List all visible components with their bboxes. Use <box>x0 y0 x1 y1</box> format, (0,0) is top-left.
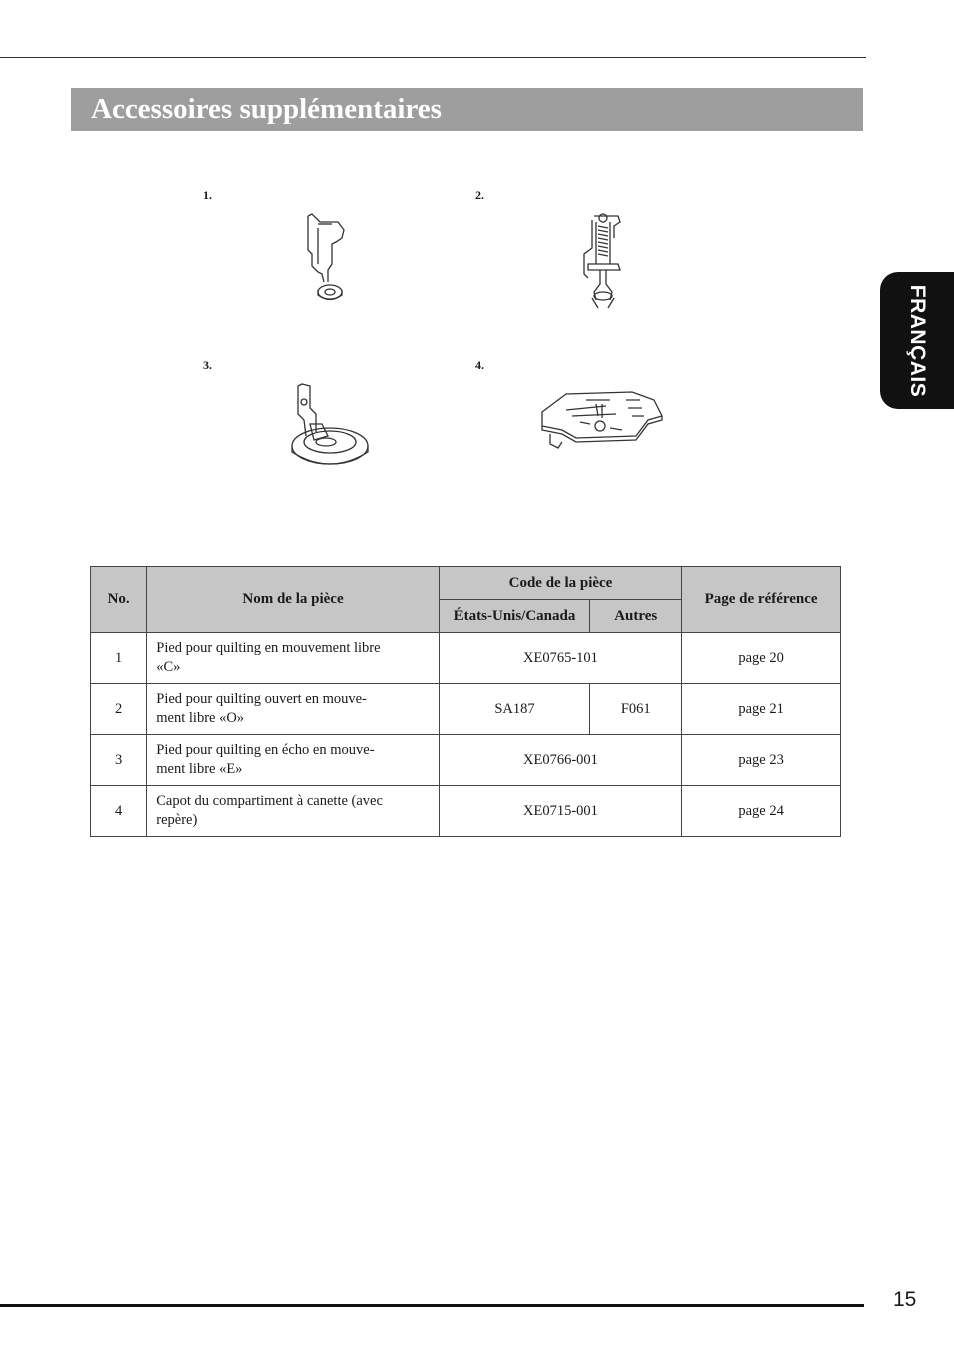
row-name-line1: Pied pour quilting en écho en mouve- <box>156 742 375 758</box>
row-code: XE0715-001 <box>439 786 681 837</box>
figure-1-number: 1. <box>203 188 212 202</box>
header-reference: Page de référence <box>682 567 841 633</box>
parts-table <box>90 566 841 837</box>
row-name-line2: ment libre «E» <box>156 761 243 777</box>
language-tab <box>880 272 954 409</box>
header-no: No. <box>91 567 147 633</box>
row-name <box>147 735 440 786</box>
table-row <box>91 684 841 735</box>
table-row <box>91 735 841 786</box>
row-code-other: F061 <box>590 684 682 735</box>
row-name-line1: Capot du compartiment à canette (avec <box>156 793 383 809</box>
row-no: 4 <box>91 786 147 837</box>
row-name-line1: Pied pour quilting ouvert en mouve- <box>156 691 367 707</box>
header-code-other: Autres <box>590 600 682 633</box>
row-name-line2: repère) <box>156 812 198 828</box>
bobbin-cover-icon <box>536 386 668 458</box>
row-name-line2: «C» <box>156 659 181 675</box>
row-code: XE0766-001 <box>439 735 681 786</box>
figure-3-number: 3. <box>203 358 212 372</box>
row-no: 1 <box>91 633 147 684</box>
row-name <box>147 633 440 684</box>
row-name-line2: ment libre «O» <box>156 710 245 726</box>
row-name <box>147 684 440 735</box>
row-reference: page 24 <box>682 786 841 837</box>
row-code: XE0765-101 <box>439 633 681 684</box>
row-code-us: SA187 <box>439 684 590 735</box>
section-title-bar <box>71 88 863 131</box>
top-rule <box>0 57 866 58</box>
table-row <box>91 633 841 684</box>
language-tab-label: FRANÇAIS <box>906 284 929 397</box>
row-no: 2 <box>91 684 147 735</box>
row-reference: page 21 <box>682 684 841 735</box>
figure-4-number: 4. <box>475 358 484 372</box>
table-row <box>91 786 841 837</box>
header-name: Nom de la pièce <box>147 567 440 633</box>
header-code: Code de la pièce <box>439 567 681 600</box>
bottom-rule <box>0 1304 864 1307</box>
quilting-foot-o-icon <box>574 208 634 314</box>
row-name-line1: Pied pour quilting en mouvement libre <box>156 640 381 656</box>
figure-2-number: 2. <box>475 188 484 202</box>
page-number: 15 <box>893 1288 917 1311</box>
header-code-us: États-Unis/Canada <box>439 600 590 633</box>
row-reference: page 20 <box>682 633 841 684</box>
quilting-foot-c-icon <box>298 210 358 310</box>
row-name <box>147 786 440 837</box>
row-no: 3 <box>91 735 147 786</box>
row-reference: page 23 <box>682 735 841 786</box>
page-title: Accessoires supplémentaires <box>91 93 442 125</box>
echo-quilting-foot-e-icon <box>288 380 372 474</box>
